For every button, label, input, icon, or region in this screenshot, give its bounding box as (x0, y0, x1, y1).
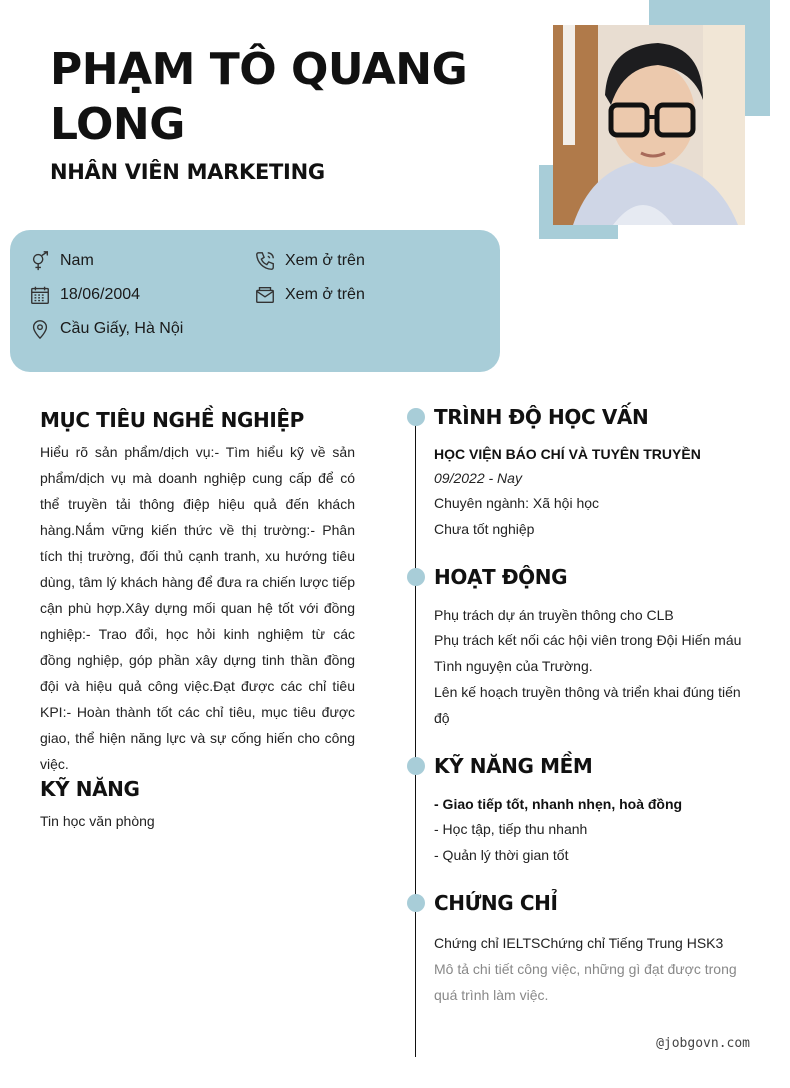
profile-photo (553, 25, 745, 225)
job-title: NHÂN VIÊN MARKETING (50, 160, 325, 184)
objective-title: MỤC TIÊU NGHỀ NGHIỆP (40, 408, 304, 432)
email-row (254, 284, 365, 306)
timeline-dot (407, 568, 425, 586)
activity-item: Lên kế hoạch truyền thông và triển khai đúng tiến độ (434, 684, 741, 726)
location-pin-icon (29, 318, 51, 340)
education-school: HỌC VIỆN BÁO CHÍ VÀ TUYÊN TRUYỀN (434, 446, 701, 462)
gender-value: Nam (60, 252, 94, 269)
timeline-dot (407, 894, 425, 912)
dob-value: 18/06/2004 (60, 286, 141, 303)
soft-skills-title: KỸ NĂNG MỀM (434, 754, 593, 778)
soft-skill-item: - Quản lý thời gian tốt (434, 847, 569, 863)
timeline-dot (407, 757, 425, 775)
email-value: Xem ở trên (285, 286, 365, 303)
dob-row (29, 284, 140, 306)
address-value: Cầu Giấy, Hà Nội (60, 320, 184, 337)
watermark: @jobgovn.com (656, 1036, 750, 1051)
soft-skill-item: - Học tập, tiếp thu nhanh (434, 821, 588, 837)
phone-row (254, 250, 365, 272)
education-status: Chưa tốt nghiệp (434, 521, 535, 537)
certificates-title: CHỨNG CHỈ (434, 891, 558, 915)
calendar-icon (29, 284, 51, 306)
gender-row (29, 250, 94, 272)
certificate-item: Chứng chỉ IELTSChứng chỉ Tiếng Trung HSK3 (434, 935, 724, 951)
education-period: 09/2022 - Nay (434, 470, 522, 486)
skills-title: KỸ NĂNG (40, 777, 140, 801)
certificate-description: Mô tả chi tiết công việc, những gì đạt được trong quá trình làm việc. (434, 961, 737, 1003)
activity-item: Phụ trách dự án truyền thông cho CLB (434, 607, 674, 623)
phone-icon (254, 250, 276, 272)
gender-icon (29, 250, 51, 272)
activity-item: Phụ trách kết nối các hội viên trong Đội Hiến máu Tình nguyện của Trường. (434, 632, 742, 674)
address-row (29, 318, 183, 340)
soft-skill-item: - Giao tiếp tốt, nhanh nhẹn, hoà đồng (434, 796, 683, 812)
candidate-name: PHẠM TÔ QUANG LONG (50, 44, 468, 150)
timeline-dot (407, 408, 425, 426)
skills-text: Tin học văn phòng (40, 813, 155, 829)
education-major: Chuyên ngành: Xã hội học (434, 495, 600, 511)
education-title: TRÌNH ĐỘ HỌC VẤN (434, 405, 649, 429)
objective-text: Hiểu rõ sản phẩm/dịch vụ:- Tìm hiểu kỹ về sản phẩm/dịch vụ mà doanh nghiệp cung cấp để có thể truyền tải thông điệp hiệu quả đến khách hàng.Nắm vững kiến thức về thị trường:- Phân tích thị trường, đối thủ cạnh tranh, xu hướng tiêu dùng, tâm lý khách hàng để đưa ra chiến lược tiếp cận phù hợp.Xây dựng mối quan hệ tốt với đồng nghiệp:- Trao đổi, học hỏi kinh nghiệm từ các đồng nghiệp, góp phần xây dựng tinh thần đồng đội và hiệu quả công việc.Đạt được các chỉ tiêu KPI:- Hoàn thành tốt các chỉ tiêu, mục tiêu được giao, thể hiện năng lực và sự cống hiến cho công việc. (40, 444, 355, 772)
mail-icon (254, 284, 276, 306)
timeline-line (415, 415, 416, 1057)
phone-value: Xem ở trên (285, 252, 365, 269)
activities-title: HOẠT ĐỘNG (434, 565, 568, 589)
